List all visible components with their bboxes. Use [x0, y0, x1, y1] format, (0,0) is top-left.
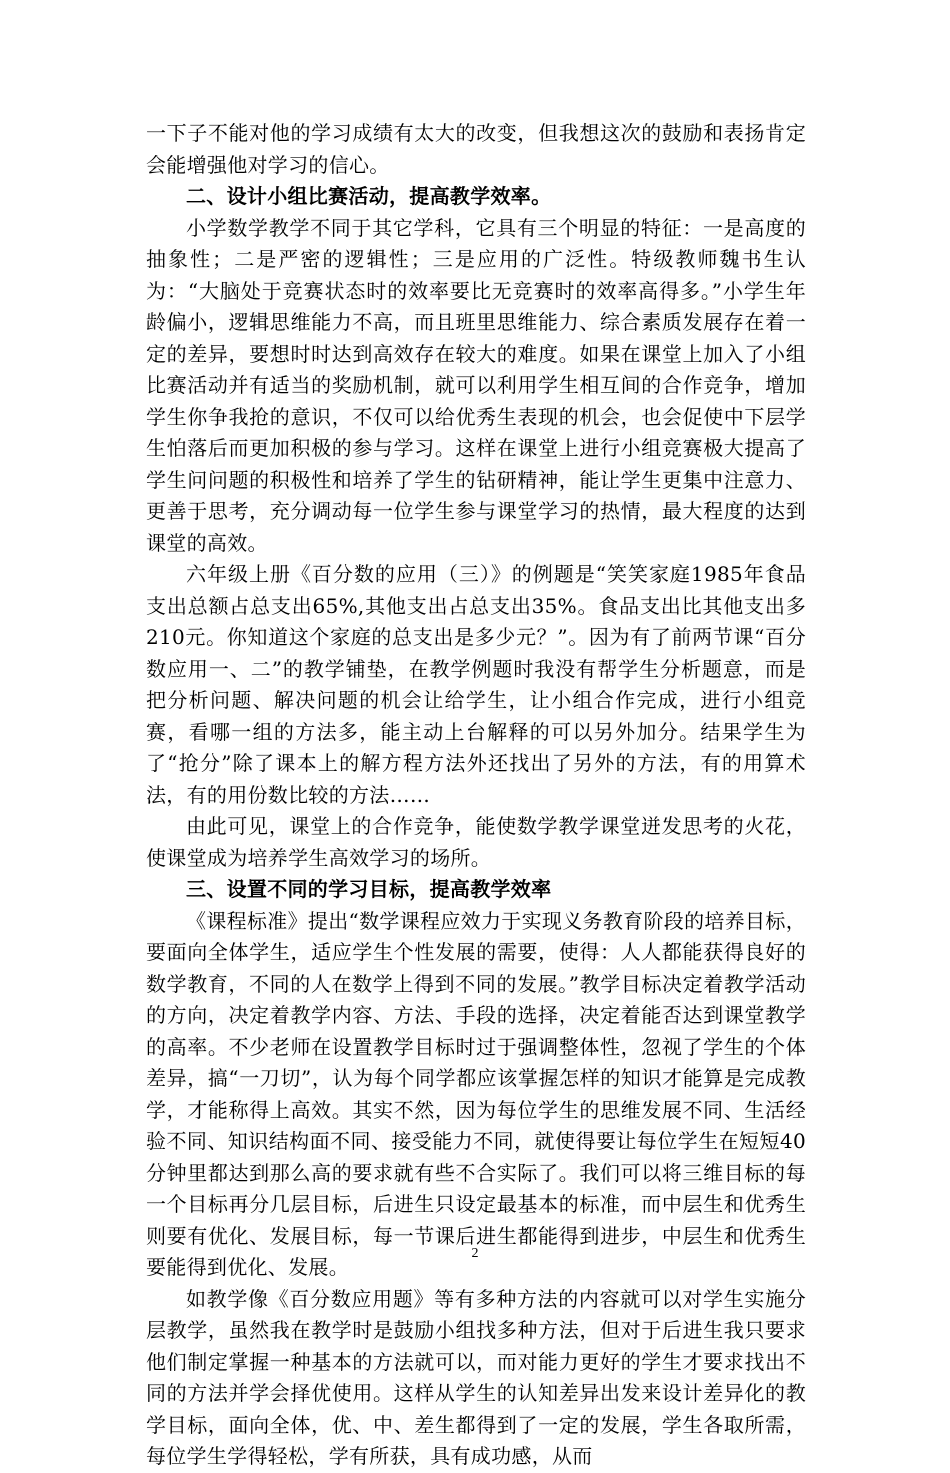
paragraph-layered-teaching: 如教学像《百分数应用题》等有多种方法的内容就可以对学生实施分层教学，虽然我在教学时是鼓励小组找多种方法，但对于后进生我只要求他们制定掌握一种基本的方法就可以，而对能力更好的学生才要求找出不同的方法并学会择优使用。这样从学生的认知差异出发来设计差异化的教学目标，面向全体，优、中、差生都得到了一定的发展，学生各取所需，每位学生学得轻松，学有所获，具有成功感，从而	[146, 1286, 806, 1468]
page-number: 2	[471, 1246, 479, 1261]
paragraph-math-features: 小学数学教学不同于其它学科，它具有三个明显的特征：一是高度的抽象性；二是严密的逻辑性；三是应用的广泛性。特级教师魏书生认为：“大脑处于竞赛状态时的效率要比无竞赛时的效率高得多。”小学生年龄偏小，逻辑思维能力不高，而且班里思维能力、综合素质发展存在着一定的差异，要想时时达到高效存在较大的难度。如果在课堂上加入了小组比赛活动并有适当的奖励机制，就可以利用学生相互间的合作竞争，增加学生你争我抢的意识，不仅可以给优秀生表现的机会，也会促使中下层学生怕落后而更加积极的参与学习。这样在课堂上进行小组竞赛极大提高了学生问问题的积极性和培养了学生的钻研精神，能让学生更集中注意力、更善于思考，充分调动每一位学生参与课堂学习的热情，最大程度的达到课堂的高效。	[146, 215, 806, 555]
section-heading-3: 三、设置不同的学习目标，提高教学效率	[186, 877, 552, 901]
paragraph-example-problem: 六年级上册《百分数的应用（三）》的例题是“笑笑家庭1985年食品支出总额占总支出65%,其他支出占总支出35%。食品支出比其他支出多210元。你知道这个家庭的总支出是多少元？”。因为有了前两节课“百分数应用一、二”的教学铺垫，在教学例题时我没有帮学生分析题意，而是把分析问题、解决问题的机会让给学生，让小组合作完成，进行小组竞赛，看哪一组的方法多，能主动上台解释的可以另外加分。结果学生为了“抢分”除了课本上的解方程方法外还找出了另外的方法，有的用算术法，有的用份数比较的方法……	[146, 562, 806, 807]
paragraph-curriculum-standard: 《课程标准》提出“数学课程应效力于实现义务教育阶段的培养目标，要面向全体学生，适应学生个性发展的需要，使得：人人都能获得良好的数学教育，不同的人在数学上得到不同的发展。”教学目标决定着教学活动的方向，决定着教学内容、方法、手段的选择，决定着能否达到课堂教学的高率。不少老师在设置教学目标时过于强调整体性，忽视了学生的个体差异，搞“一刀切”，认为每个同学都应该掌握怎样的知识才能算是完成教学，才能称得上高效。其实不然，因为每位学生的思维发展不同、生活经验不同、知识结构面不同、接受能力不同，就使得要让每位学生在短短40分钟里都达到那么高的要求就有些不合实际了。我们可以将三维目标的每一个目标再分几层目标，后进生只设定最基本的标准，而中层生和优秀生则要有优化、发展目标，每一节课后进生都能得到进步，中层生和优秀生要能得到优化、发展。	[146, 908, 806, 1279]
section-heading-2: 二、设计小组比赛活动，提高教学效率。	[186, 184, 552, 208]
paragraph-conclusion: 由此可见，课堂上的合作竞争，能使数学教学课堂迸发思考的火花，使课堂成为培养学生高效学习的场所。	[146, 814, 806, 870]
document-body	[146, 118, 806, 1473]
paragraph-continuation: 一下子不能对他的学习成绩有太大的改变，但我想这次的鼓励和表扬肯定会能增强他对学习的信心。	[146, 121, 806, 177]
